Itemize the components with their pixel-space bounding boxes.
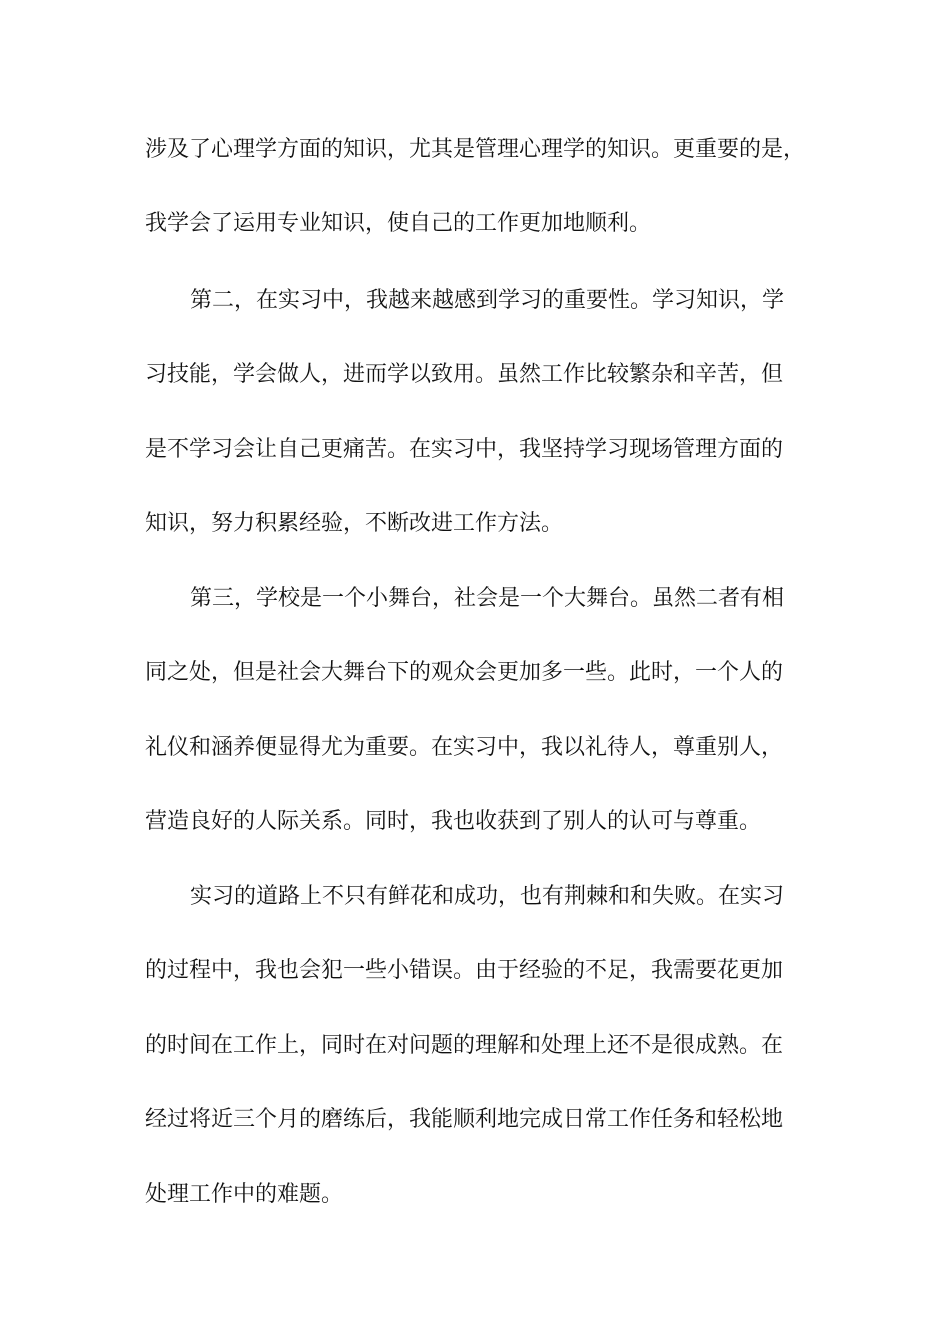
- text-line: 是不学习会让自己更痛苦。在实习中，我坚持学习现场管理方面的: [145, 437, 784, 462]
- text-line: 同之处，但是社会大舞台下的观众会更加多一些。此时，一个人的: [145, 660, 784, 685]
- paragraph-start-line: 第三，学校是一个小舞台，社会是一个大舞台。虽然二者有相: [190, 586, 785, 611]
- paragraph-start-line: 第二，在实习中，我越来越感到学习的重要性。学习知识，学: [190, 288, 785, 313]
- text-line: 涉及了心理学方面的知识，尤其是管理心理学的知识。更重要的是，: [145, 137, 806, 162]
- paragraph-start-line: 实习的道路上不只有鲜花和成功，也有荆棘和和失败。在实习: [190, 884, 785, 909]
- text-line: 处理工作中的难题。: [145, 1182, 344, 1207]
- text-line: 的时间在工作上，同时在对问题的理解和处理上还不是很成熟。在: [145, 1033, 784, 1058]
- text-line: 经过将近三个月的磨练后，我能顺利地完成日常工作任务和轻松地: [145, 1107, 784, 1132]
- text-line: 营造良好的人际关系。同时，我也收获到了别人的认可与尊重。: [145, 809, 762, 834]
- text-line: 习技能，学会做人，进而学以致用。虽然工作比较繁杂和辛苦，但: [145, 362, 784, 387]
- text-line: 礼仪和涵养便显得尤为重要。在实习中，我以礼待人，尊重别人，: [145, 735, 784, 760]
- text-line: 知识，努力积累经验，不断改进工作方法。: [145, 511, 564, 536]
- text-line: 的过程中，我也会犯一些小错误。由于经验的不足，我需要花更加: [145, 958, 784, 983]
- text-line: 我学会了运用专业知识，使自己的工作更加地顺利。: [145, 211, 652, 236]
